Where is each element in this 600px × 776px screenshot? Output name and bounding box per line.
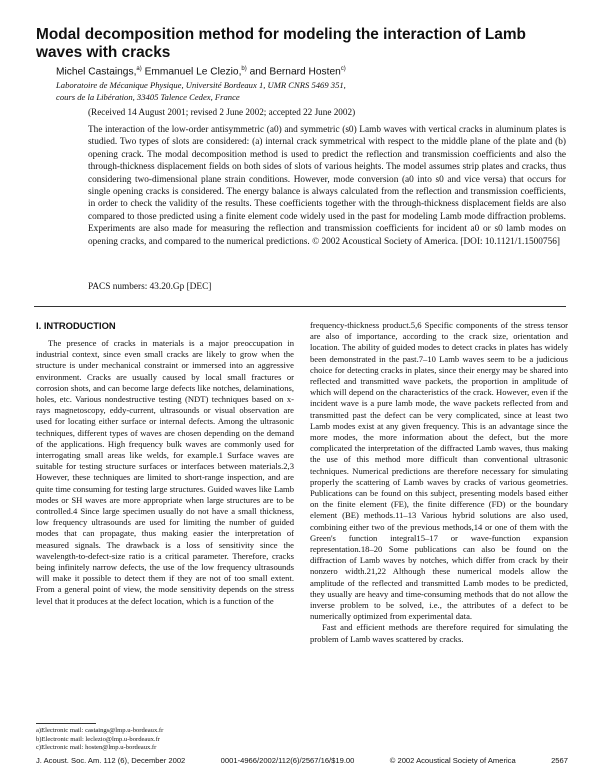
left-column bbox=[36, 338, 294, 607]
affiliation bbox=[56, 80, 536, 103]
footnote: a)Electronic mail: castaings@lmp.u-bordeaux.fr bbox=[36, 727, 164, 734]
pacs-numbers: PACS numbers: 43.20.Gp [DEC] bbox=[88, 282, 212, 292]
issn-code: 0001-4966/2002/112(6)/2567/16/$19.00 bbox=[220, 756, 355, 765]
page-number: 2567 bbox=[551, 756, 568, 765]
affiliation-line: Laboratoire de Mécanique Physique, Université Bordeaux 1, UMR CNRS 5469 351, bbox=[56, 80, 346, 90]
section-heading: I. INTRODUCTION bbox=[36, 320, 116, 331]
footnote: c)Electronic mail: hosten@lmp.u-bordeaux.fr bbox=[36, 744, 157, 752]
paragraph: frequency-thickness product.5,6 Specific components of the stress tensor are also of importance, according to the crack size, orientation and location. The ability of guided modes to detect cracks in plates has widely been demonstrated in the past.7–10 Lamb waves seem to be a judicious choice for detecting cracks in plates, since their energy may be shared into reflected and transmitted wave packets, the proportion in amplitude of which will depend on the characteristics of the crack. However, even if the incident wave is a pure lamb mode, the wave packets reflected from and transmitted past the defect can be very complicated, since at least two Lamb modes exist at any given frequency. This is an advantage since the more modes, the more information about the defect, but the more complicated the interpretation of the diffracted Lamb waves, thus making the use of this method more difficult than conventional ultrasonic techniques. Numerical predictions are therefore necessary for simulating properly the scattering of Lamb waves by cracks of various geometries. Publications can be found on this subject, presenting models based either on the finite element (FE), the finite difference (FD) or the boundary element (BE) methods.11–13 Various hybrid solutions are also used, combining either two of the previous methods,14 or one of them with the Green's function integral15–17 or wave-function expansion representation.18–20 Some publications can also be found on the diffraction of Lamb waves by notches, which differ from crack by their nonzero width.21,22 Although these numerical models allow the amplitude of the reflected and transmitted Lamb modes to be predicted, they usually are heavy and time-consuming methods that do not allow the inverse problem to be solved, i.e., the attributes of a defect to be numerically optimized from experimental data. bbox=[310, 320, 568, 622]
author-name: and Bernard Hosten bbox=[246, 66, 341, 78]
footnotes bbox=[36, 727, 163, 753]
page-footer bbox=[36, 756, 568, 765]
footnote: b)Electronic mail: leclezio@lmp.u-bordeaux.fr bbox=[36, 735, 160, 743]
article-title: Modal decomposition method for modeling the interaction of Lamb waves with cracks bbox=[36, 26, 526, 61]
abstract: The interaction of the low-order antisymmetric (a0) and symmetric (s0) Lamb waves with vertical cracks in aluminum plates is studied. Two types of slots are considered: (a) internal crack symmetrical with respect to the middle plane of the plate and (b) opening crack. The modal decomposition method is used to predict the reflection and transmission coefficients and also the through-thickness displacement fields on both sides of slots of various heights. The model assumes strip plates and cracks, thus considering two-dimensional plane strain conditions. However, mode conversion (a0 into s0 and vice versa) that occurs for single opening cracks is considered. The energy balance is always calculated from the reflection and transmission coefficients, in order to check the validity of the results. These coefficients together with the through-thickness displacement fields are also compared to those predicted using a finite element code widely used in the past for modeling Lamb mode diffraction problems. Experiments are also made for measuring the reflection and transmission coefficients for incident a0 or s0 lamb modes on opening cracks, and compared to the numerical predictions. © 2002 Acoustical Society of America. [DOI: 10.1121/1.1500756] bbox=[88, 125, 566, 247]
author-note-mark: a) bbox=[136, 66, 142, 72]
copyright: © 2002 Acoustical Society of America bbox=[389, 756, 516, 765]
received-dates: (Received 14 August 2001; revised 2 June 2002; accepted 22 June 2002) bbox=[88, 107, 356, 117]
author-note-mark: c) bbox=[340, 66, 346, 72]
right-column bbox=[310, 320, 568, 645]
section-divider bbox=[34, 306, 566, 307]
author-name: Emmanuel Le Clezio, bbox=[141, 66, 242, 78]
journal-citation: J. Acoust. Soc. Am. 112 (6), December 2002 bbox=[36, 756, 186, 765]
footnote-divider bbox=[36, 723, 96, 724]
paragraph: Fast and efficient methods are therefore required for simulating the problem of Lamb waves scattered by cracks. bbox=[310, 622, 568, 644]
author-note-mark: b) bbox=[241, 66, 247, 72]
author-name: Michel Castaings, bbox=[56, 66, 137, 78]
paragraph: The presence of cracks in materials is a major preoccupation in industrial context, since even small cracks are likely to grow when the structure is under mechanical constraint or immersed into an aggressive environment. Cracks are usually caused by local small fractures or corrosion shots, and can become large defects like notches, delaminations, holes, etc. Various nondestructive testing (NDT) techniques based on x-rays magnetoscopy, eddy-current, ultrasounds or visual observation are used for locating either surface or internal defects. Among the ultrasonic techniques, different types of waves are chosen depending on the demand of the applications. High frequency bulk waves are commonly used for interrogating small areas like welds, for example.1 Surface waves are suitable for testing structure surfaces or interfaces between materials.2,3 However, these techniques are limited to short-range inspection, and are quite time consuming for testing large structures. Guided waves like Lamb modes or SH waves are more appropriate when large structures are to be controlled.4 Since large specimen usually do not have a small thickness, low frequency ultrasounds are used for limiting the number of guided modes that can propagate, thus making easier the interpretation of measured signals. The drawback is a loss of sensitivity since the wavelength-to-defect-size ratio is a critical parameter. Therefore, cracks being infinitely narrow defects, the use of the low frequency ultrasounds will make it possible to detect them if they are not of too small extent. From a general point of view, the mode sensitivity depends on the stress level that it produces at the defect location, which is a function of the bbox=[36, 338, 294, 606]
affiliation-line: cours de la Libération, 33405 Talence Cedex, France bbox=[56, 91, 240, 102]
author-list bbox=[56, 66, 346, 77]
